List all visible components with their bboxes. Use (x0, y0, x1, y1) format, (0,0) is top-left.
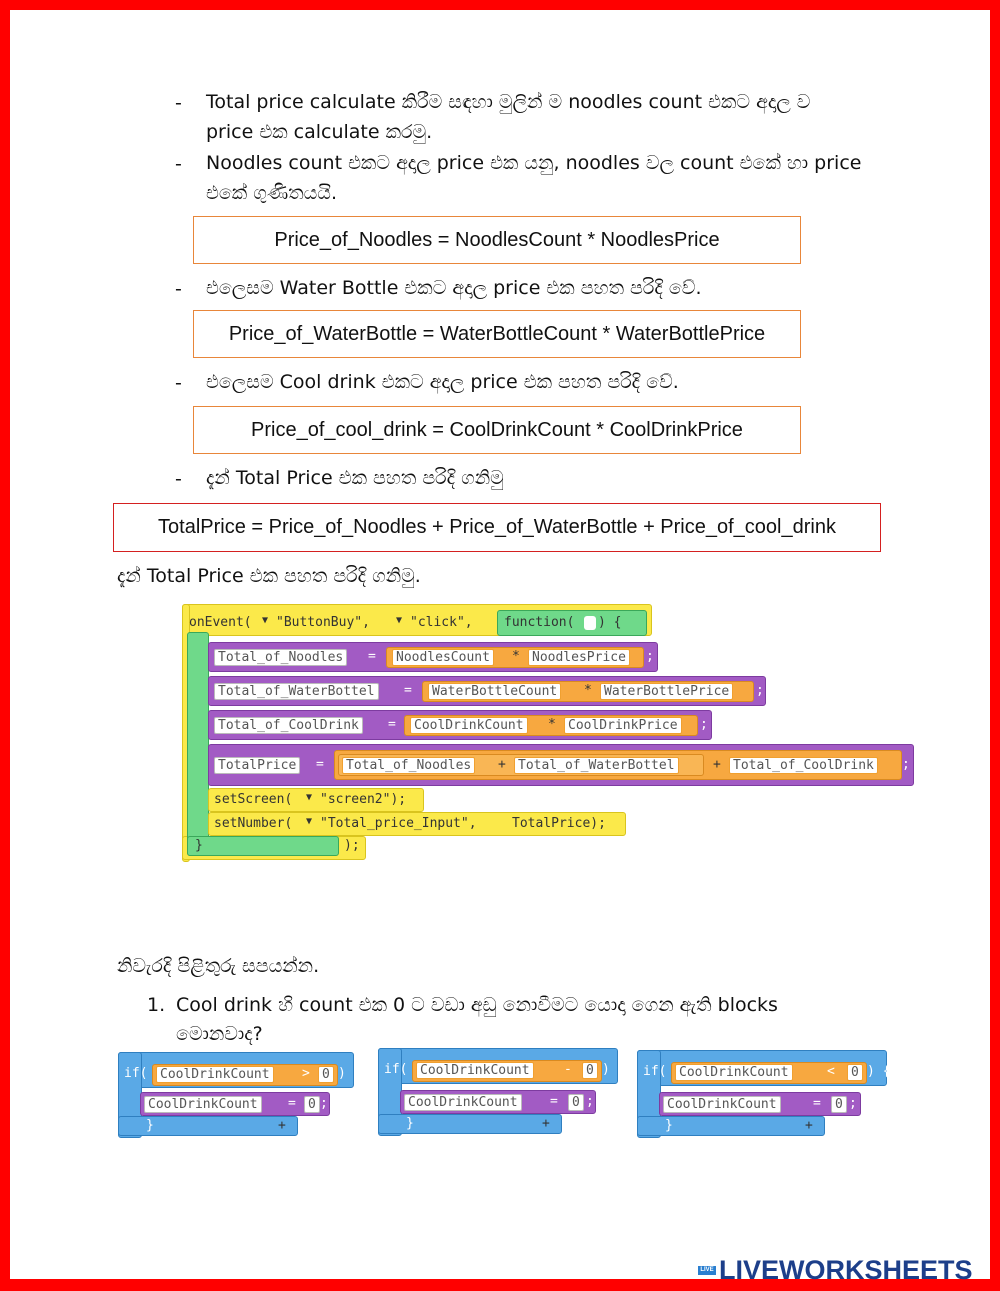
value-chip[interactable]: 0 (568, 1094, 584, 1111)
var-total-of-noodles[interactable]: Total_of_Noodles (214, 649, 347, 666)
equals-op: = (368, 649, 376, 664)
multiply-op: * (548, 717, 556, 732)
bullet-1 (206, 87, 896, 147)
semicolon: ; (646, 649, 654, 664)
equals-op: = (550, 1094, 558, 1109)
formula-cool-drink: Price_of_cool_drink = CoolDrinkCount * CoolDrinkPrice (193, 406, 801, 454)
var-total-of-cool-drink[interactable]: Total_of_CoolDrink (729, 757, 878, 774)
var-cool-drink-count[interactable]: CoolDrinkCount (675, 1064, 793, 1081)
bullet-1-line-2: price එක calculate කරමු. (206, 121, 433, 143)
close-brace: } (195, 838, 203, 853)
set-number-keyword: setNumber( (214, 816, 293, 831)
formula-water-bottle: Price_of_WaterBottle = WaterBottleCount * WaterBottlePrice (193, 310, 801, 358)
bullet-5: දැන් Total Price එක පහත පරිදි ගනිමු (206, 467, 504, 489)
var-water-bottle-price[interactable]: WaterBottlePrice (600, 683, 733, 700)
close-brace: } (665, 1118, 673, 1133)
close-brace: } (406, 1116, 414, 1131)
compare-op: < (827, 1064, 835, 1079)
function-open: ) { (598, 615, 622, 630)
equals-op: = (388, 717, 396, 732)
input-id-arg[interactable]: "Total_price_Input", (320, 816, 477, 831)
bullet-2-line-1: Noodles count එකට අදාල price එක යනු, noodles වල count එකේ හා price (206, 152, 862, 174)
bullet-3: එලෙසම Water Bottle එකට අදාල price එක පහත පරිදි වේ. (206, 277, 702, 299)
answer-option-2[interactable] (378, 1048, 626, 1138)
semicolon: ; (756, 683, 764, 698)
dropdown-icon[interactable]: ▼ (262, 615, 269, 626)
function-block-side (187, 632, 209, 856)
if-block-footer (118, 1116, 298, 1136)
value-chip[interactable]: 0 (318, 1066, 334, 1083)
value-chip[interactable]: 0 (304, 1096, 320, 1113)
brand-text: LIVEWORKSHEETS (719, 1254, 973, 1285)
bullet-2 (206, 148, 896, 208)
equals-op: = (813, 1096, 821, 1111)
multiply-op: * (512, 649, 520, 664)
bullet-2-line-2: එකේ ගුණිතයයි. (206, 182, 337, 204)
close-paren: ); (344, 838, 360, 853)
if-open: ) { (338, 1066, 362, 1081)
compare-op: > (302, 1066, 310, 1081)
total-price-arg[interactable]: TotalPrice); (512, 816, 606, 831)
function-keyword: function( (504, 615, 575, 630)
if-keyword: if( (124, 1066, 148, 1081)
value-chip[interactable]: 0 (831, 1096, 847, 1113)
dropdown-icon[interactable]: ▼ (306, 816, 313, 827)
live-badge-icon: LIVE (698, 1266, 716, 1275)
var-cool-drink-count[interactable]: CoolDrinkCount (416, 1062, 534, 1079)
event-type-arg[interactable]: "click", (410, 615, 473, 630)
answer-option-1[interactable] (118, 1052, 362, 1140)
dropdown-icon[interactable]: ▼ (306, 792, 313, 803)
multiply-op: * (584, 683, 592, 698)
dropdown-icon[interactable]: ▼ (396, 615, 403, 626)
semicolon: ; (849, 1096, 857, 1111)
screen-arg[interactable]: "screen2"); (320, 792, 407, 807)
if-keyword: if( (384, 1062, 408, 1077)
answer-option-3[interactable] (637, 1050, 891, 1140)
bullet-1-line-1: Total price calculate කිරීම සඳහා මුලින් ම noodles count එකට අදාල ව (206, 91, 811, 113)
var-total-of-water-bottel[interactable]: Total_of_WaterBottel (514, 757, 679, 774)
equals-op: = (316, 757, 324, 772)
var-cool-drink-count[interactable]: CoolDrinkCount (156, 1066, 274, 1083)
var-cool-drink-price[interactable]: CoolDrinkPrice (564, 717, 682, 734)
if-keyword: if( (643, 1064, 667, 1079)
formula-total-price: TotalPrice = Price_of_Noodles + Price_of_WaterBottle + Price_of_cool_drink (113, 503, 881, 552)
var-total-price[interactable]: TotalPrice (214, 757, 300, 774)
question-number: 1. (147, 994, 166, 1016)
var-noodles-price[interactable]: NoodlesPrice (528, 649, 630, 666)
bullet-dash: - (175, 372, 182, 394)
question-line-2: මොනවාද? (176, 1023, 263, 1045)
value-chip[interactable]: 0 (847, 1064, 863, 1081)
plus-op: + (498, 757, 506, 772)
var-cool-drink-count[interactable]: CoolDrinkCount (410, 717, 528, 734)
semicolon: ; (320, 1096, 328, 1111)
bullet-dash: - (175, 278, 182, 300)
var-total-of-water-bottel[interactable]: Total_of_WaterBottel (214, 683, 379, 700)
formula-noodles: Price_of_Noodles = NoodlesCount * NoodlesPrice (193, 216, 801, 264)
equals-op: = (404, 683, 412, 698)
function-block-bottom (187, 836, 339, 856)
compare-op: - (564, 1062, 572, 1077)
plus-op: + (713, 757, 721, 772)
equals-op: = (288, 1096, 296, 1111)
add-icon[interactable]: + (278, 1118, 286, 1133)
if-open: ) { (602, 1062, 626, 1077)
semicolon: ; (586, 1094, 594, 1109)
semicolon: ; (902, 757, 910, 772)
var-cool-drink-count[interactable]: CoolDrinkCount (404, 1094, 522, 1111)
close-brace: } (146, 1118, 154, 1133)
bullet-4: එලෙසම Cool drink එකට අදාල price එක පහත පරිදි වේ. (206, 371, 679, 393)
onevent-keyword: onEvent( (189, 615, 252, 630)
event-target-arg[interactable]: "ButtonBuy", (276, 615, 370, 630)
question-line-1: Cool drink හි count එක 0 ට වඩා අඩු නොවීමට යොදා ගෙන ඇති blocks (176, 994, 778, 1016)
bullet-dash: - (175, 468, 182, 490)
semicolon: ; (700, 717, 708, 732)
value-chip[interactable]: 0 (582, 1062, 598, 1079)
add-icon[interactable]: + (542, 1116, 550, 1131)
var-cool-drink-count[interactable]: CoolDrinkCount (144, 1096, 262, 1113)
if-open: ) { (867, 1064, 891, 1079)
bullet-dash: - (175, 92, 182, 114)
set-screen-keyword: setScreen( (214, 792, 293, 807)
intro-line: දැන් Total Price එක පහත පරිදි ගනිමු. (117, 565, 421, 587)
var-total-of-cool-drink[interactable]: Total_of_CoolDrink (214, 717, 363, 734)
add-icon[interactable]: + (805, 1118, 813, 1133)
var-water-bottle-count[interactable]: WaterBottleCount (428, 683, 561, 700)
var-noodles-count[interactable]: NoodlesCount (392, 649, 494, 666)
bullet-dash: - (175, 153, 182, 175)
liveworksheets-logo[interactable] (698, 1256, 973, 1284)
var-cool-drink-count[interactable]: CoolDrinkCount (663, 1096, 781, 1113)
function-param-slot[interactable] (584, 616, 596, 630)
instruction: නිවැරදි පිළිතුරු සපයන්න. (117, 955, 320, 977)
var-total-of-noodles[interactable]: Total_of_Noodles (342, 757, 475, 774)
